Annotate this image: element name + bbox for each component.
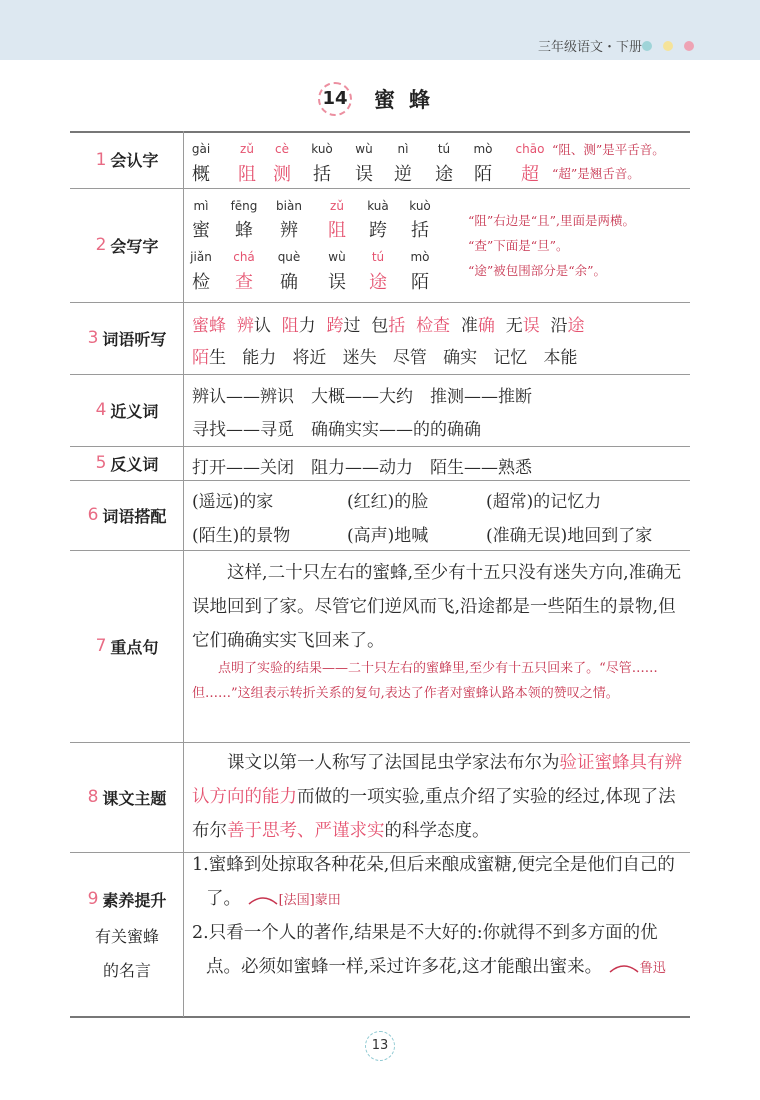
hanzi: 逆 (394, 164, 412, 185)
pinyin: zǔ (330, 199, 344, 213)
section-subtitle: 有关蜜蜂 (94, 927, 159, 946)
hanzi: 蜜 (192, 220, 210, 241)
pinyin: kuò (311, 142, 333, 156)
annotation-note: “查”下面是“旦”。 (468, 238, 569, 253)
key-sentence: 这样,二十只左右的蜜蜂,至少有十五只没有迷失方向,准确无误地回到了家。尽管它们逆风而飞,沿途都是一些陌生的景物,但它们确确实实飞回来了。 (192, 563, 682, 651)
hanzi: 超 (521, 164, 539, 185)
pinyin: mò (473, 142, 493, 156)
pinyin: jiǎn (190, 250, 212, 264)
hanzi: 概 (192, 164, 210, 185)
pinyin: chāo (515, 142, 545, 156)
hanzi: 误 (328, 272, 346, 293)
synonym-line: 辨认——辨识 大概——大约 推测——推断 (192, 387, 532, 407)
hanzi: 阻 (328, 220, 346, 241)
section-label-dictation: 3 词语听写 (87, 328, 167, 349)
collocation-item: (陌生)的景物 (192, 526, 291, 546)
pinyin: fēng (230, 199, 258, 213)
theme-paragraph: 课文以第一人称写了法国昆虫学家法布尔为验证蜜蜂具有辨认方向的能力而做的一项实验,重点介绍了实验的经过,体现了法布尔善于思考、严谨求实的科学态度。 (192, 753, 682, 841)
hanzi: 测 (273, 164, 291, 185)
page-number: 13 (365, 1031, 395, 1061)
attribution-arc-icon (247, 894, 279, 906)
hanzi: 陌 (411, 272, 429, 293)
collocation-item: (超常)的记忆力 (486, 492, 602, 512)
section-label-antonyms: 5 反义词 (95, 453, 159, 474)
synonym-line: 寻找——寻觅 确确实实——的的确确 (192, 420, 481, 440)
section-label-literacy: 9 素养提升 (87, 889, 167, 910)
hanzi: 蜂 (235, 220, 253, 241)
table-bottom-border (70, 1016, 690, 1018)
pinyin: nì (397, 142, 409, 156)
hanzi: 确 (280, 272, 298, 293)
section-label-write: 2 会写字 (95, 235, 159, 256)
pinyin: mò (410, 250, 430, 264)
hanzi: 检 (192, 272, 210, 293)
pinyin: tú (371, 250, 385, 264)
pinyin: zǔ (240, 142, 254, 156)
section-label-synonyms: 4 近义词 (95, 400, 159, 421)
pinyin: gài (191, 142, 211, 156)
pinyin: mì (193, 199, 209, 213)
pinyin: wù (355, 142, 373, 156)
annotation-note: “阻、测”是平舌音。 (552, 142, 665, 157)
hanzi: 括 (411, 220, 429, 241)
annotation-note: “途”被包围部分是“余”。 (468, 263, 607, 278)
hanzi: 辨 (280, 220, 298, 241)
quote-1: 1.蜜蜂到处掠取各种花朵,但后来酿成蜜糖,便完全是他们自己的了。 [法国]蒙田 (192, 855, 675, 909)
dictation-row: 蜜蜂 辨认 阻力 跨过 包括 检查 准确 无误 沿途 (192, 316, 585, 336)
hanzi: 陌 (474, 164, 492, 185)
pinyin: chá (233, 250, 255, 264)
pinyin: kuà (367, 199, 389, 213)
hanzi: 查 (235, 272, 253, 293)
attribution-arc-icon (608, 962, 640, 974)
hanzi: 跨 (369, 220, 387, 241)
annotation-note: “超”是翘舌音。 (552, 166, 640, 181)
pinyin: tú (437, 142, 451, 156)
lesson-title: 蜜蜂 (374, 88, 444, 112)
decor-dot-pink (684, 41, 694, 51)
collocation-item: (遥远)的家 (192, 492, 274, 512)
hanzi: 阻 (238, 164, 256, 185)
section-label-key-sentence: 7 重点句 (95, 636, 159, 657)
decor-dot-yellow (663, 41, 673, 51)
key-sentence-comment: 点明了实验的结果——二十只左右的蜜蜂里,至少有十五只回来了。“尽管……但……”这组表示转折关系的复句,表达了作者对蜜蜂认路本领的赞叹之情。 (192, 661, 658, 701)
section-label-collocation: 6 词语搭配 (87, 505, 167, 526)
collocation-item: (红红)的脸 (347, 492, 429, 512)
book-grade-label: 三年级语文・下册 (537, 40, 642, 55)
annotation-note: “阻”右边是“且”,里面是两横。 (468, 213, 636, 228)
section-subtitle: 的名言 (102, 961, 151, 980)
dictation-row: 陌生 能力 将近 迷失 尽管 确实 记忆 本能 (192, 348, 578, 368)
pinyin: cè (275, 142, 289, 156)
section-label-recognize: 1 会认字 (95, 149, 159, 170)
section-label-theme: 8 课文主题 (87, 787, 167, 808)
collocation-item: (高声)地喊 (347, 526, 429, 546)
pinyin: wù (328, 250, 346, 264)
pinyin: què (277, 250, 301, 264)
hanzi: 途 (435, 164, 453, 185)
lesson-number-badge: 14 (318, 82, 352, 116)
antonym-line: 打开——关闭 阻力——动力 陌生——熟悉 (192, 458, 532, 478)
decor-dot-teal (642, 41, 652, 51)
hanzi: 括 (313, 164, 331, 185)
top-banner (0, 0, 760, 60)
pinyin: kuò (409, 199, 431, 213)
collocation-item: (准确无误)地回到了家 (486, 526, 653, 546)
hanzi: 途 (369, 272, 387, 293)
hanzi: 误 (355, 164, 373, 185)
pinyin: biàn (276, 199, 302, 213)
quote-2: 2.只看一个人的著作,结果是不大好的:你就得不到多方面的优点。必须如蜜蜂一样,采过许多花,这才能酿出蜜来。 鲁迅 (192, 923, 666, 977)
